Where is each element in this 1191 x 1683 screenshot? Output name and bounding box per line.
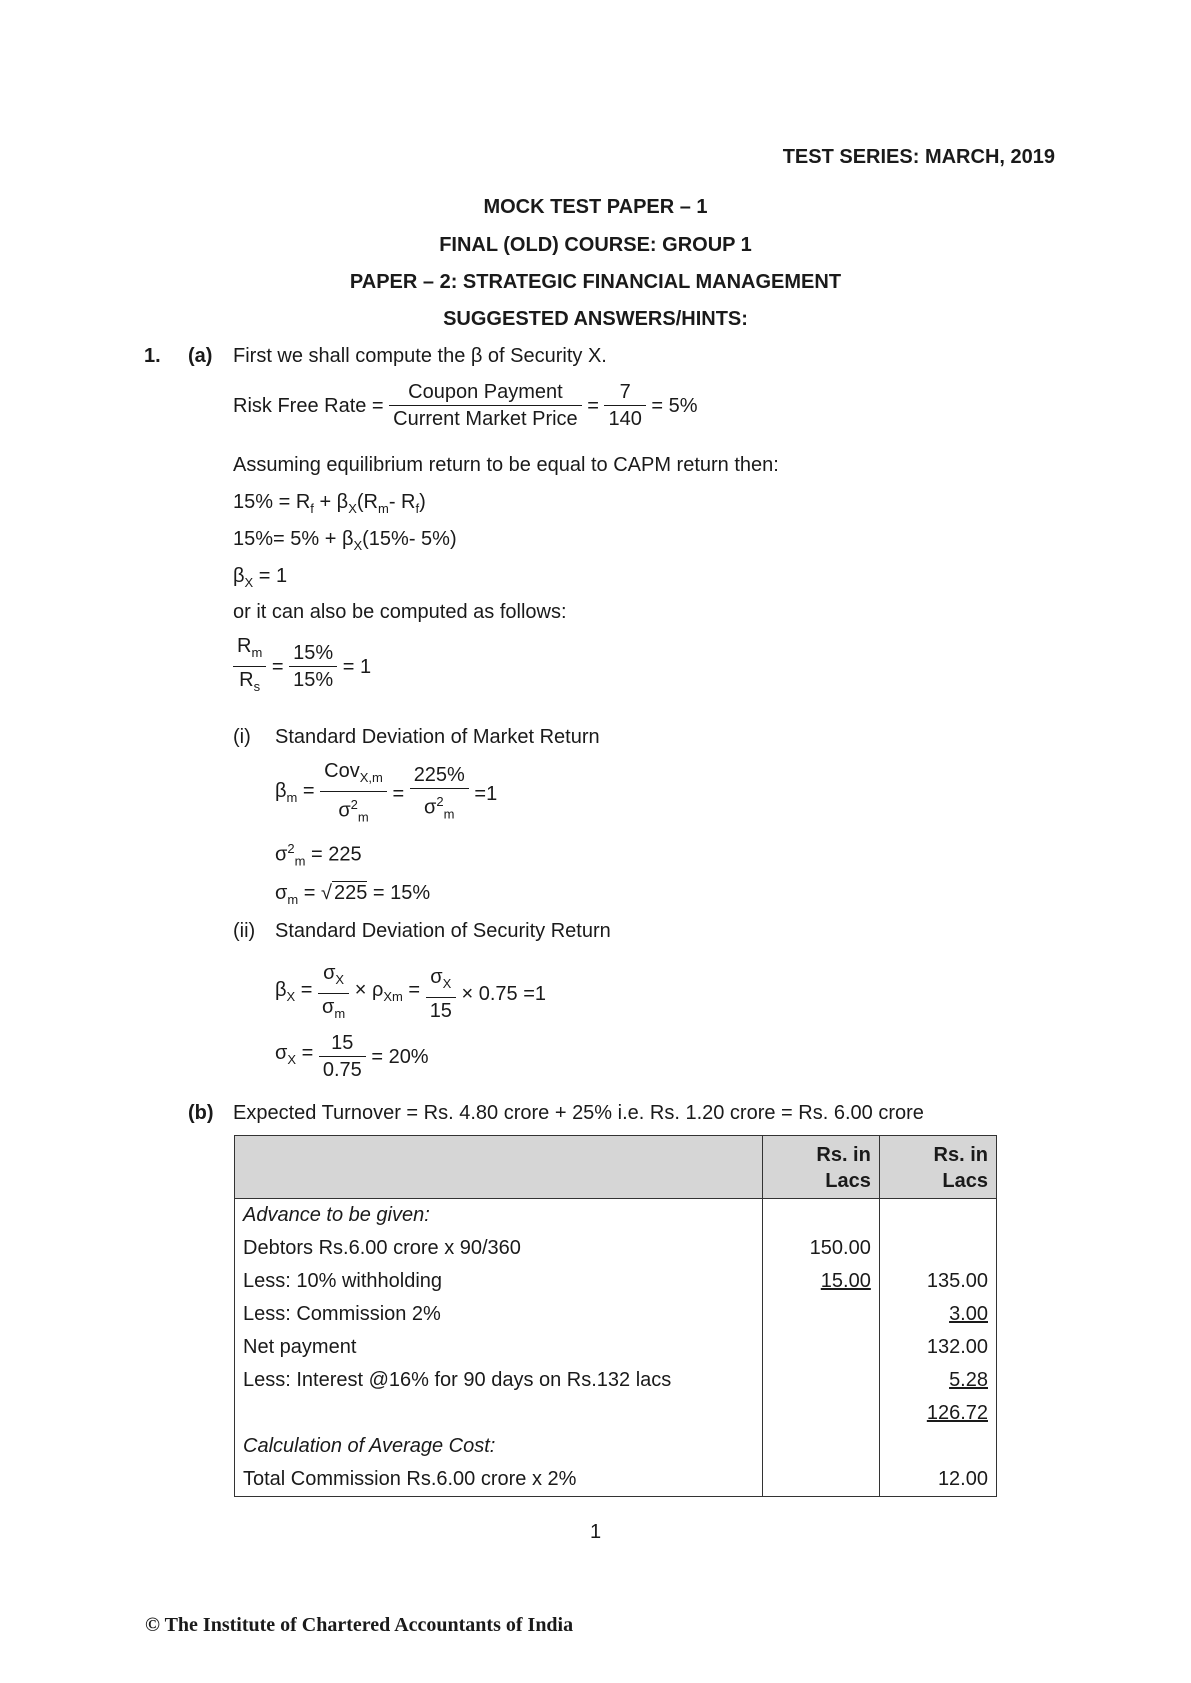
sd-market: $\sigma_m$ = √ 225 = 15% [275,882,431,907]
table-cell-value [762,1463,879,1497]
rf-result: = 5% [651,394,698,417]
table-header-col1: Rs. in Lacs [762,1136,879,1199]
copyright-footer: © The Institute of Chartered Accountants of India [145,1614,574,1636]
table-row [235,1232,997,1265]
alternative-ratio: $\frac{R_m}{R_s}$ = $\frac{15\%}{15\%}$ = 1 [233,633,371,700]
paper-title: MOCK TEST PAPER – 1 [483,196,708,218]
table-row [235,1265,997,1298]
test-series-heading: TEST SERIES: MARCH, 2019 [782,146,1055,168]
rf-label: Risk Free Rate = [233,394,384,417]
table-cell-value: 3.00 [879,1298,996,1331]
table-cell-value: 132.00 [879,1331,996,1364]
table-cell-desc [235,1397,763,1430]
table-cell-desc: Debtors Rs.6.00 crore x 90/360 [235,1232,763,1265]
sub-ii-title: Standard Deviation of Security Return [275,920,611,942]
subtitle: SUGGESTED ANSWERS/HINTS: [443,308,748,330]
table-row [235,1430,997,1463]
part-a-intro: First we shall compute the β of Security X. [233,345,607,367]
table-row [235,1364,997,1397]
beta-m-formula: $\beta_m$ = $\frac{Cov_{X,m}}{\sigma^2_m}$ = $\frac{225\%}{\sigma^2_m}$ =1 [275,760,498,825]
part-a-label: (a) [188,345,213,367]
course-title: FINAL (OLD) COURSE: GROUP 1 [439,234,752,256]
table-header-desc [235,1136,763,1199]
table-cell-value [762,1397,879,1430]
sub-ii-label: (ii) [233,920,256,942]
alternative-text: or it can also be computed as follows: [233,601,567,623]
table-cell-desc: Less: Interest @16% for 90 days on Rs.132 lacs [235,1364,763,1397]
table-row [235,1397,997,1430]
variance-market: $\sigma^2_m = 225$ [275,841,362,869]
capm-equation-2: $15\%= 5\% + \beta_X(15\%-$ 5%) [233,528,457,553]
table-cell-value [762,1364,879,1397]
table-cell-desc: Calculation of Average Cost: [235,1430,763,1463]
sub-i-title: Standard Deviation of Market Return [275,726,600,748]
table-cell-desc: Net payment [235,1331,763,1364]
table-cell-desc: Less: 10% withholding [235,1265,763,1298]
table-cell-value: 135.00 [879,1265,996,1298]
table-cell-value [879,1199,996,1233]
rf-fraction: $\frac{\text{Coupon Payment}}{\text{Current Market Price}}$ [389,379,582,432]
question-number: 1. [144,345,161,367]
table-cell-value [762,1331,879,1364]
table-row [235,1331,997,1364]
table-header-col2: Rs. in Lacs [879,1136,996,1199]
page-number: 1 [589,1521,602,1543]
table-cell-desc: Less: Commission 2% [235,1298,763,1331]
table-cell-value [762,1430,879,1463]
part-b-label: (b) [188,1102,214,1124]
assumption-text: Assuming equilibrium return to be equal to CAPM return then: [233,454,779,476]
sigma-x-formula: $\sigma_X$ = $\frac{15}{0.75}$ = 20% [275,1032,429,1081]
part-b-intro: Expected Turnover = Rs. 4.80 crore + 25% i.e. Rs. 1.20 crore = Rs. 6.00 crore [233,1102,924,1124]
beta-x-result: $\beta_X = 1$ [233,565,288,590]
table-cell-value: 15.00 [762,1265,879,1298]
beta-x-formula: $\beta_X$ = $\frac{\sigma_X}{\sigma_m}$ × $\rho_{Xm}$ = $\frac{\sigma_X}{15}$ × 0.75 =1 [275,962,547,1022]
table-cell-value: 5.28 [879,1364,996,1397]
table-row [235,1298,997,1331]
table-cell-value: 126.72 [879,1397,996,1430]
table-cell-value [762,1199,879,1233]
capm-equation-1: $15\% = R_f + \beta_X(R_m-$ $R_f$) [233,491,426,516]
table-cell-value [879,1430,996,1463]
table-row [235,1199,997,1233]
rf-fraction-values: $\frac{7}{140}$ [604,379,645,432]
risk-free-rate-formula: Risk Free Rate = $\frac{\text{Coupon Payment}}{\text{Current Market Price}}$ = $\frac{7}{140}$ = 5% [233,381,698,430]
paper-name: PAPER – 2: STRATEGIC FINANCIAL MANAGEMENT [349,271,842,293]
table-cell-value [879,1232,996,1265]
table-cell-desc: Total Commission Rs.6.00 crore x 2% [235,1463,763,1497]
table-cell-desc: Advance to be given: [235,1199,763,1233]
table-cell-value [762,1298,879,1331]
table-cell-value: 12.00 [879,1463,996,1497]
sub-i-label: (i) [233,726,251,748]
table-row [235,1463,997,1497]
calculation-table [234,1135,997,1497]
table-cell-value: 150.00 [762,1232,879,1265]
table-header-row [235,1136,997,1199]
